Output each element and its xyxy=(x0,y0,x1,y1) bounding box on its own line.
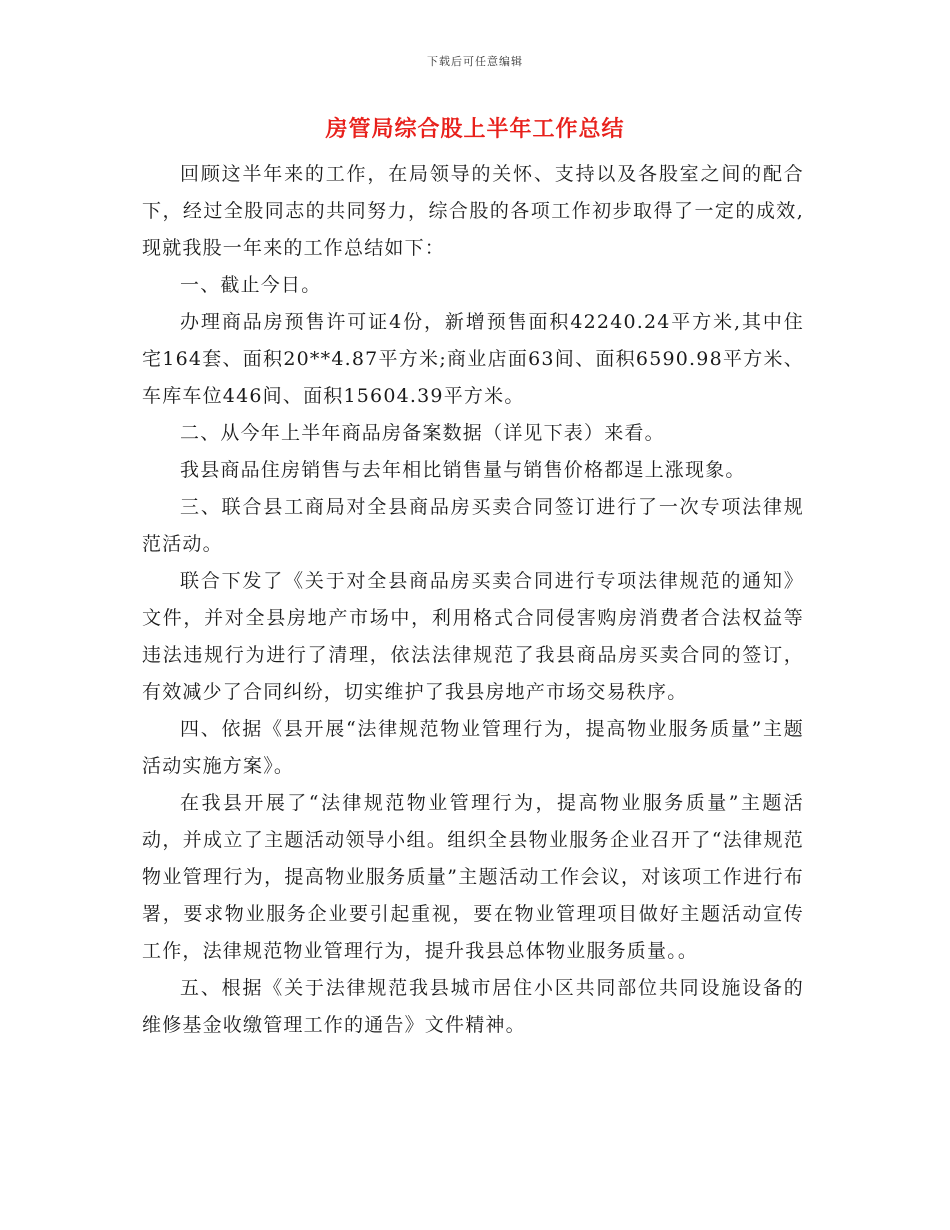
paragraph-intro: 回顾这半年来的工作，在局领导的关怀、支持以及各股室之间的配合下，经过全股同志的共同努力，综合股的各项工作初步取得了一定的成效,现就我股一年来的工作总结如下： xyxy=(142,163,804,259)
paragraph-sales: 我县商品住房销售与去年相比销售量与销售价格都逞上涨现象。 xyxy=(180,459,746,481)
paragraph-heading-2: 二、从今年上半年商品房备案数据（详见下表）来看。 xyxy=(180,422,665,444)
paragraph-presale: 办理商品房预售许可证4份，新增预售面积42240.24平方米,其中住宅164套、面积20**4.87平方米;商业店面63间、面积6590.98平方米、车库车位446间、面积15604.39平方米。 xyxy=(142,311,804,407)
document-title: 房管局综合股上半年工作总结 xyxy=(325,117,625,142)
paragraph-heading-3: 三、联合县工商局对全县商品房买卖合同签订进行了一次专项法律规范活动。 xyxy=(142,496,804,555)
paragraph-heading-1: 一、截止今日。 xyxy=(180,274,322,296)
document-body xyxy=(142,156,804,1044)
header-note: 下载后可任意编辑 xyxy=(427,55,523,68)
paragraph-property-service: 在我县开展了“法律规范物业管理行为，提高物业服务质量”主题活动，并成立了主题活动领导小组。组织全县物业服务企业召开了“法律规范物业管理行为，提高物业服务质量”主题活动工作会议，对该项工作进行布署，要求物业服务企业要引起重视，要在物业管理项目做好主题活动宣传工作，法律规范物业管理行为，提升我县总体物业服务质量。。 xyxy=(142,792,804,962)
paragraph-heading-5: 五、根据《关于法律规范我县城市居住小区共同部位共同设施设备的维修基金收缴管理工作的通告》文件精神。 xyxy=(142,977,804,1036)
paragraph-heading-4: 四、依据《县开展“法律规范物业管理行为，提高物业服务质量”主题活动实施方案》。 xyxy=(142,718,804,777)
paragraph-contracts: 联合下发了《关于对全县商品房买卖合同进行专项法律规范的通知》文件，并对全县房地产市场中，利用格式合同侵害购房消费者合法权益等违法违规行为进行了清理，依法法律规范了我县商品房买卖合同的签订，有效减少了合同纠纷，切实维护了我县房地产市场交易秩序。 xyxy=(142,570,804,703)
